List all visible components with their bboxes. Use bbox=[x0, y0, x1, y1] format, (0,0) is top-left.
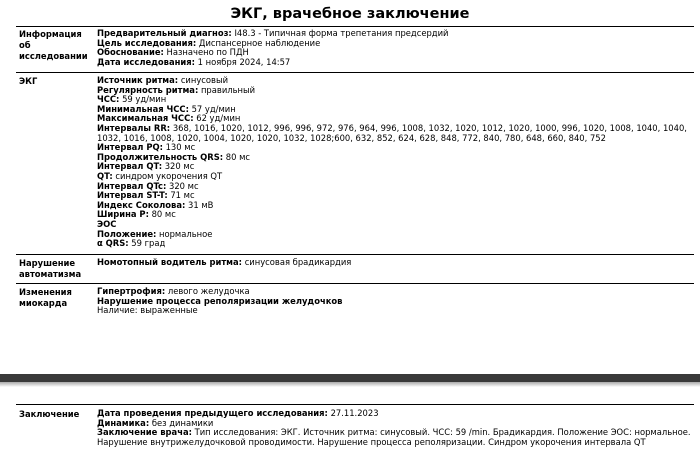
section-content-conclusion bbox=[97, 409, 694, 447]
divider bbox=[16, 283, 694, 284]
section-content-automatism bbox=[97, 258, 694, 268]
ekg-row-max-hr: Максимальная ЧСС: 62 уд/мин bbox=[97, 113, 241, 124]
divider bbox=[16, 254, 694, 255]
ekg-row-qt-interval: Интервал QT: 320 мс bbox=[97, 161, 195, 172]
info-row-purpose: Цель исследования: Диспансерное наблюдение bbox=[97, 37, 321, 48]
ekg-row-qtc: Интервал QTc: 320 мс bbox=[97, 180, 199, 191]
myocardium-row-repolarization: Нарушение процесса реполяризации желудочков bbox=[97, 295, 343, 306]
ekg-row-position: Положение: нормальное bbox=[97, 228, 213, 239]
conclusion-row-doctor-conclusion: Заключение врача: Тип исследования: ЭКГ. Источник ритма: синусовый. ЧСС: 59 /min. Брадикардия. Положение ЭОС: нормальное. Нарушение внутрижелудочковой проводимости. Нарушение процесса реполяризации. Синдром укорочения интервала QT bbox=[97, 427, 691, 447]
page-separator-band bbox=[0, 374, 700, 382]
ekg-row-qrs-duration: Продолжительность QRS: 80 мс bbox=[97, 151, 251, 162]
section-label-conclusion: Заключение bbox=[19, 409, 80, 419]
divider bbox=[16, 72, 694, 73]
section-content-ekg bbox=[97, 76, 694, 249]
ekg-row-rhythm-source: Источник ритма: синусовый bbox=[97, 75, 229, 85]
ekg-row-sokolov-index: Индекс Соколова: 31 мВ bbox=[97, 199, 214, 210]
ekg-row-min-hr: Минимальная ЧСС: 57 уд/мин bbox=[97, 103, 236, 114]
info-row-diagnosis: Предварительный диагноз: I48.3 - Типичная форма трепетания предсердий bbox=[97, 28, 449, 38]
info-row-date: Дата исследования: 1 ноября 2024, 14:57 bbox=[97, 56, 291, 67]
ekg-row-p-width: Ширина P: 80 мс bbox=[97, 209, 176, 220]
ekg-row-rr-intervals: Интервалы RR: 368, 1016, 1020, 1012, 996, 996, 972, 976, 964, 996, 1008, 1032, 1020, 1012, 1020, 1000, 996, 1020, 1008, 1040, 1040, 1032, 1016, 1008, 1020, 1004, 1020, 1020, 1032, 1028;600, 632, 852, 624, 628, 848, 772, 840, 780, 648, 660, 840, 752 bbox=[97, 122, 687, 143]
myocardium-row-hypertrophy: Гипертрофия: левого желудочка bbox=[97, 286, 250, 296]
section-label-ekg: ЭКГ bbox=[19, 76, 38, 86]
ekg-row-pq: Интервал PQ: 130 мс bbox=[97, 142, 196, 153]
ekg-row-hr: ЧСС: 59 уд/мин bbox=[97, 94, 167, 105]
myocardium-row-presence: Наличие: выраженные bbox=[97, 305, 198, 316]
section-content-info bbox=[97, 29, 694, 67]
section-content-myocardium bbox=[97, 287, 694, 316]
ekg-row-alpha-qrs: α QRS: 59 град bbox=[97, 238, 166, 249]
ekg-row-st-t: Интервал ST-T: 71 мс bbox=[97, 190, 195, 201]
ekg-row-eos: ЭОС bbox=[97, 218, 117, 229]
section-label-automatism: Нарушение автоматизма bbox=[19, 258, 82, 279]
automatism-row-pacemaker: Номотопный водитель ритма: синусовая брадикардия bbox=[97, 257, 352, 267]
divider bbox=[16, 404, 694, 405]
section-label-myocardium: Изменения миокарда bbox=[19, 287, 72, 308]
ekg-row-rhythm-regularity: Регулярность ритма: правильный bbox=[97, 84, 256, 95]
page-title: ЭКГ, врачебное заключение bbox=[230, 6, 470, 22]
ekg-row-qt: QT: синдром укорочения QT bbox=[97, 170, 223, 181]
section-label-info: Информация об исследовании bbox=[19, 29, 88, 61]
divider bbox=[16, 26, 694, 27]
info-row-reason: Обоснование: Назначено по ПДН bbox=[97, 47, 249, 58]
page-separator-shadow bbox=[0, 382, 700, 387]
conclusion-row-dynamics: Динамика: без динамики bbox=[97, 417, 214, 428]
conclusion-row-previous-date: Дата проведения предыдущего исследования: 27.11.2023 bbox=[97, 408, 379, 418]
